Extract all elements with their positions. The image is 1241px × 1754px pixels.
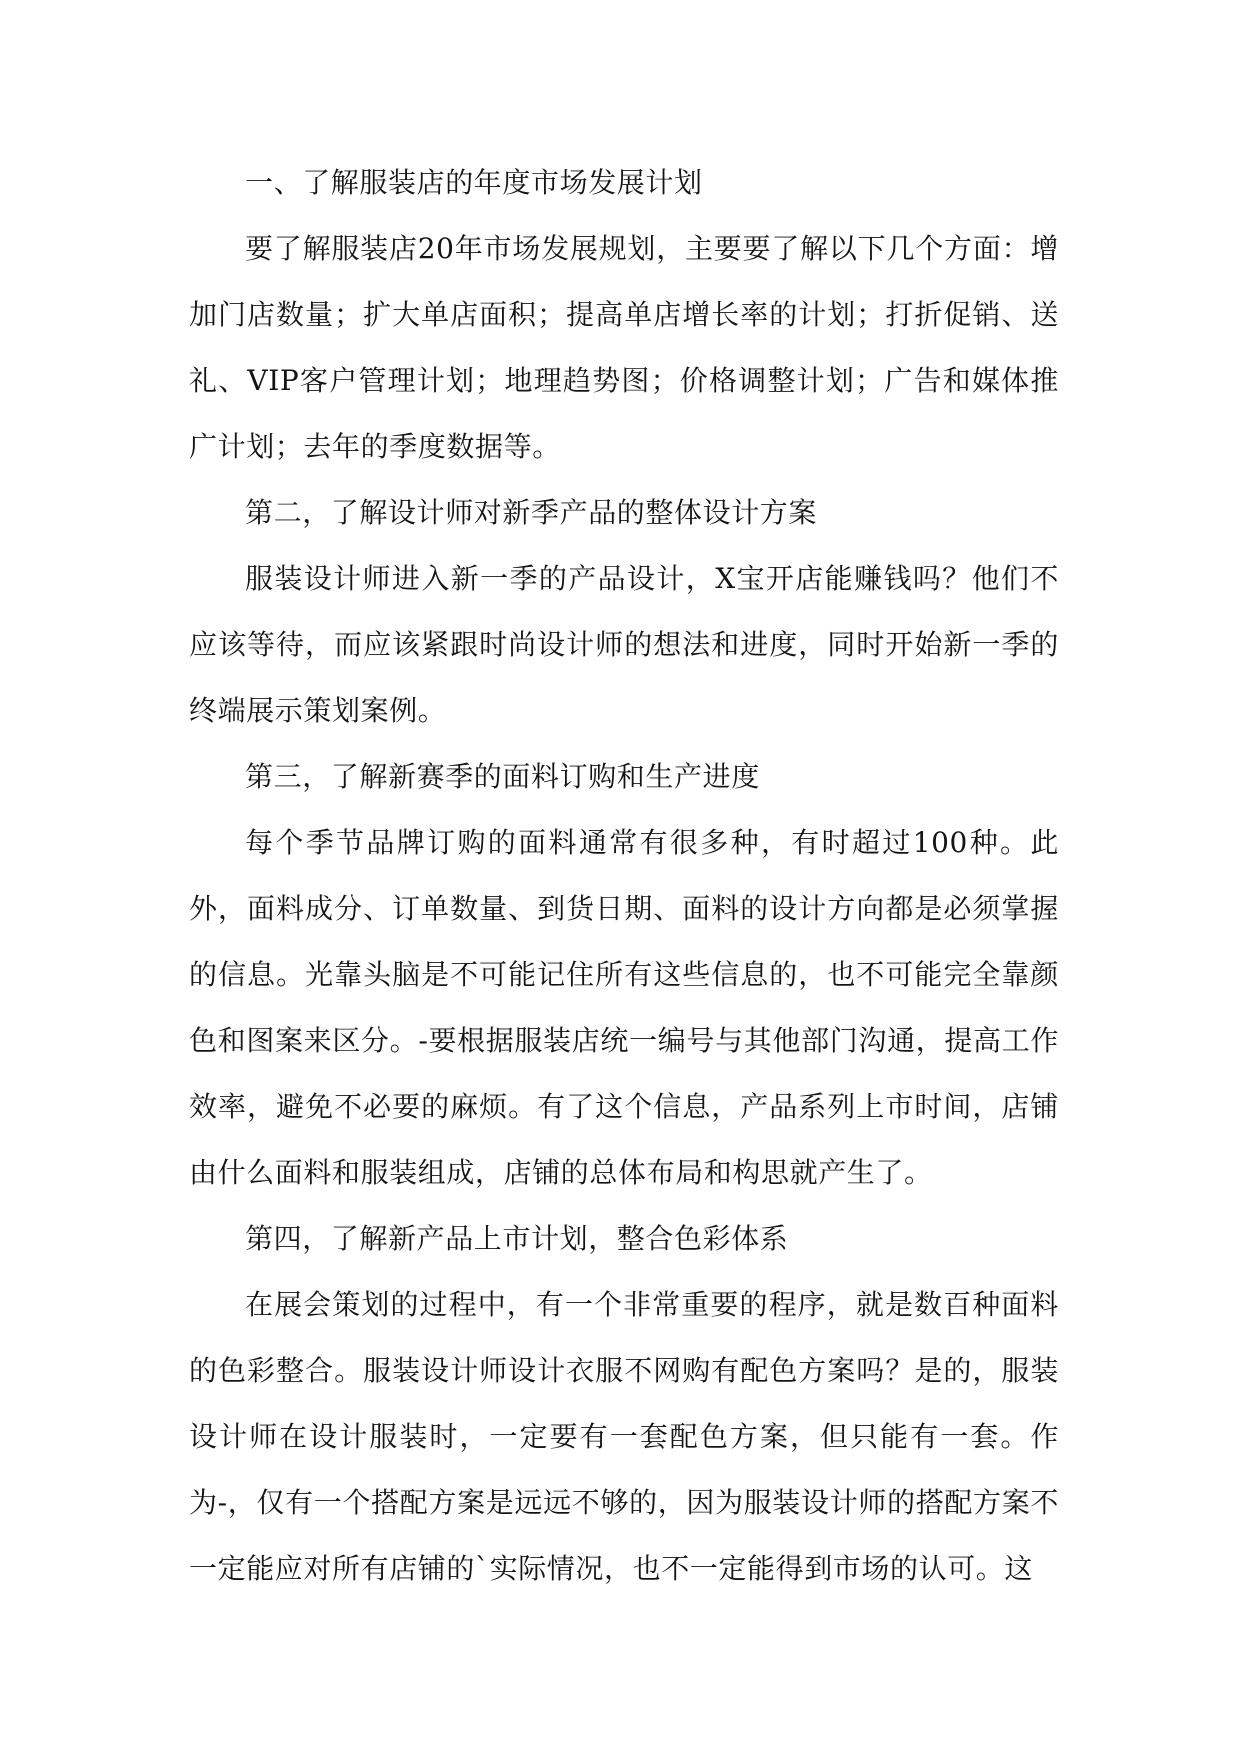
section-heading-3: 第三，了解新赛季的面料订购和生产进度 xyxy=(245,760,760,793)
paragraph-market-plan: 要了解服装店20年市场发展规划，主要要了解以下几个方面：增加门店数量；扩大单店面积；提高单店增长率的计划；打折促销、送礼、VIP客户管理计划；地理趋势图；价格调整计划；广告和媒体推广计划；去年的季度数据等。 xyxy=(189,232,1059,463)
section-heading-1: 一、了解服装店的年度市场发展计划 xyxy=(245,166,703,199)
paragraph-color-system: 在展会策划的过程中，有一个非常重要的程序，就是数百种面料的色彩整合。服装设计师设计衣服不网购有配色方案吗？是的，服装设计师在设计服装时，一定要有一套配色方案，但只能有一套。作为-，仅有一个搭配方案是远远不够的，因为服装设计师的搭配方案不一定能应对所有店铺的`实际情况，也不一定能得到市场的认可。这 xyxy=(189,1288,1059,1585)
section-heading-4: 第四，了解新产品上市计划，整合色彩体系 xyxy=(245,1222,789,1255)
paragraph-fabric-ordering: 每个季节品牌订购的面料通常有很多种，有时超过100种。此外，面料成分、订单数量、到货日期、面料的设计方向都是必须掌握的信息。光靠头脑是不可能记住所有这些信息的，也不可能完全靠颜色和图案来区分。-要根据服装店统一编号与其他部门沟通，提高工作效率，避免不必要的麻烦。有了这个信息，产品系列上市时间，店铺由什么面料和服装组成，店铺的总体布局和构思就产生了。 xyxy=(189,826,1059,1189)
paragraph-design-plan: 服装设计师进入新一季的产品设计，X宝开店能赚钱吗？他们不应该等待，而应该紧跟时尚设计师的想法和进度，同时开始新一季的终端展示策划案例。 xyxy=(189,562,1059,727)
document-page xyxy=(189,150,1059,1602)
section-heading-2: 第二，了解设计师对新季产品的整体设计方案 xyxy=(245,496,818,529)
